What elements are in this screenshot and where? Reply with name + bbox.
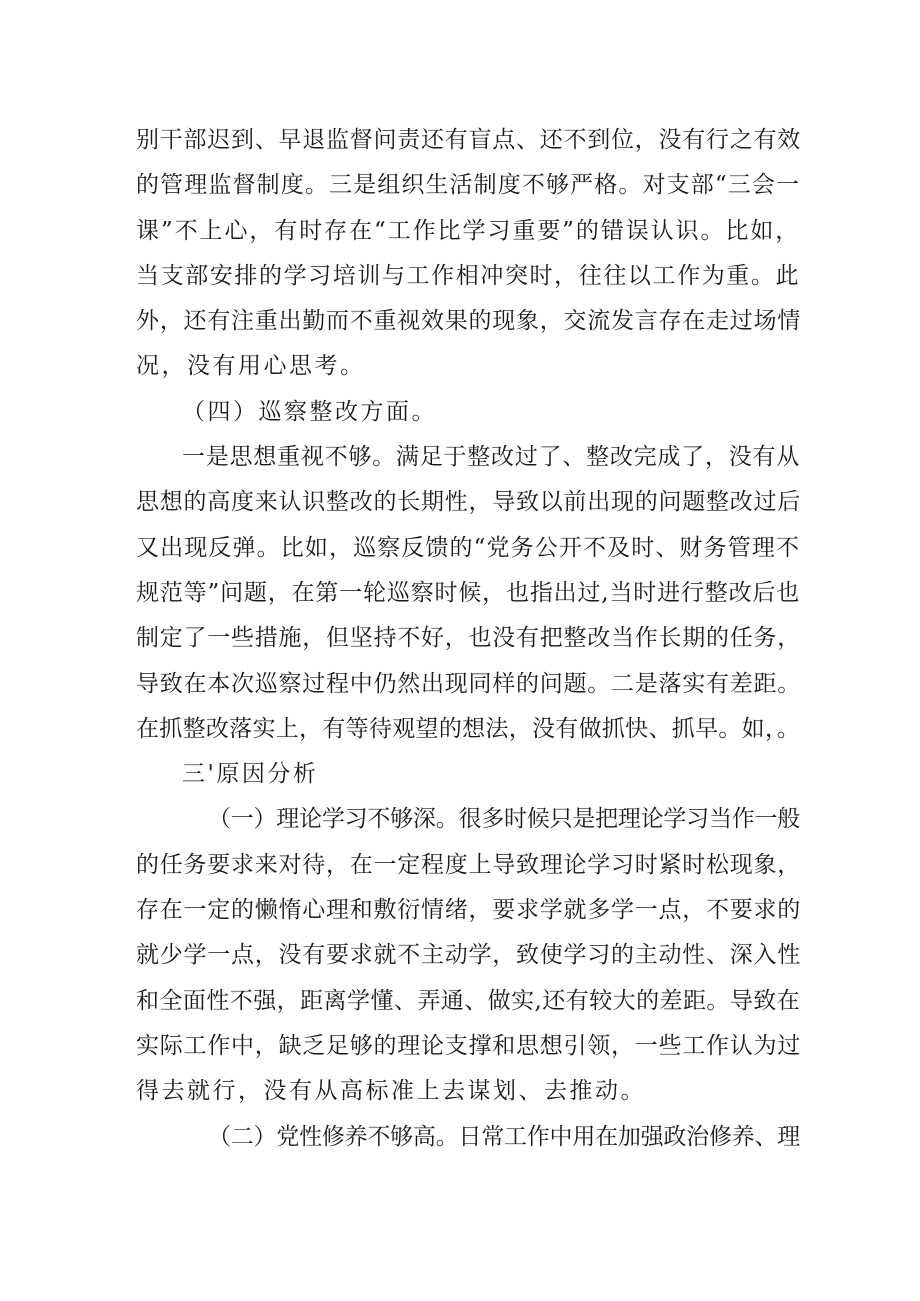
body-line: 课”不上心，有时存在“工作比学习重要”的错误认识。比如，: [136, 217, 800, 244]
section-heading-3: 三'原因分析: [182, 761, 319, 788]
body-line: 当支部安排的学习培训与工作相冲突时，往往以工作为重。此: [136, 262, 800, 289]
body-line: 和全面性不强，距离学懂、弄通、做实,还有较大的差距。导致在: [136, 987, 800, 1014]
body-line: 的任务要求来对待，在一定程度上导致理论学习时紧时松现象，: [136, 851, 801, 878]
body-line: 别干部迟到、早退监督问责还有盲点、还不到位，没有行之有效: [136, 127, 801, 153]
body-line: 存在一定的懒惰心理和敷衍情绪，要求学就多学一点，不要求的: [136, 897, 801, 924]
body-line: 思想的高度来认识整改的长期性，导致以前出现的问题整改过后: [136, 489, 801, 516]
body-line: 导致在本次巡察过程中仍然出现同样的问题。二是落实有差距。: [136, 670, 801, 697]
body-line: 的管理监督制度。三是组织生活制度不够严格。对支部“三会一: [136, 172, 800, 199]
body-line: 实际工作中，缺乏足够的理论支撑和思想引领，一些工作认为过: [136, 1032, 801, 1059]
body-line: 况，没有用心思考。: [136, 353, 366, 380]
paragraph-first-line: 一是思想重视不够。满足于整改过了、整改完成了，没有从: [182, 444, 800, 471]
body-line: 外，还有注重出勤而不重视效果的现象，交流发言存在走过场情: [136, 308, 801, 335]
body-line: 制定了一些措施，但坚持不好，也没有把整改当作长期的任务，: [136, 625, 801, 652]
body-line: 得去就行，没有从高标准上去谋划、去推动。: [136, 1078, 646, 1105]
subsection-heading-1: （一）理论学习不够深。很多时候只是把理论学习当作一般: [208, 806, 800, 833]
body-line: 又出现反弹。比如，巡察反馈的“党务公开不及时、财务管理不: [136, 534, 800, 561]
subsection-heading-2: （二）党性修养不够高。日常工作中用在加强政治修养、理: [208, 1123, 800, 1150]
body-line: 在抓整改落实上，有等待观望的想法，没有做抓快、抓早。如，。: [136, 715, 800, 742]
body-line: 规范等”问题，在第一轮巡察时候，也指出过,当时进行整改后也: [136, 579, 800, 606]
document-body: [136, 118, 800, 1160]
section-heading-4: （四）巡察整改方面。: [182, 398, 437, 425]
body-line: 就少学一点，没有要求就不主动学，致使学习的主动性、深入性: [136, 942, 801, 969]
